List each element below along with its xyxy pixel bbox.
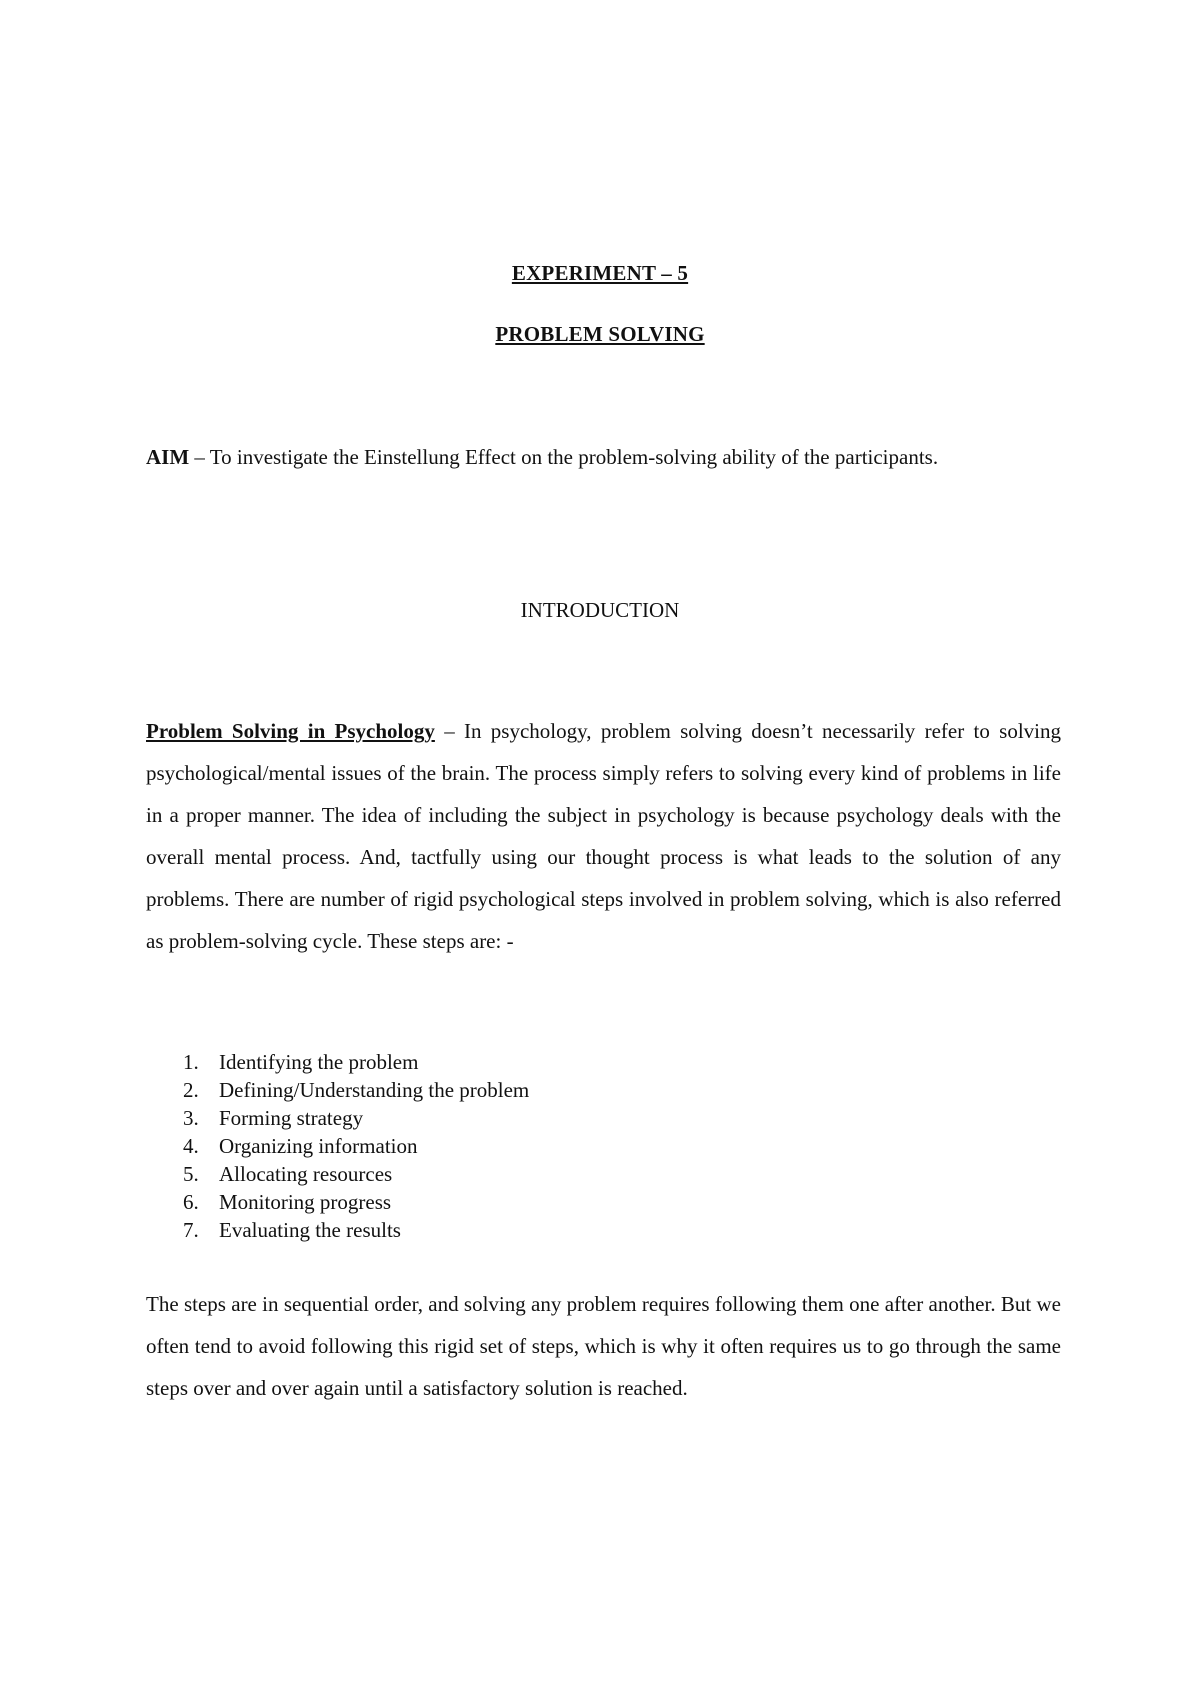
list-item-number: 7. — [183, 1218, 199, 1242]
list-item-text: Monitoring progress — [219, 1190, 392, 1214]
problem-solving-text: – In psychology, problem solving doesn’t necessarily refer to solving psychological/mental issues of the brain. The process simply refers to solving every kind of problems in life in a proper manner. The idea of including the subject in psychology is because psychology deals with the overall mental process. And, tactfully using our thought process is what leads to the solution of any problems. There are number of rigid psychological steps involved in problem solving, which is also referred as problem-solving cycle. These steps are: - — [146, 719, 1061, 953]
list-item-text: Evaluating the results — [219, 1218, 401, 1242]
problem-solving-paragraph — [146, 710, 1061, 962]
list-item — [146, 1076, 529, 1104]
list-item — [146, 1048, 529, 1076]
list-item-number: 4. — [183, 1134, 199, 1158]
sequential-steps-paragraph: The steps are in sequential order, and solving any problem requires following them one after another. But we often tend to avoid following this rigid set of steps, which is why it often requires us to go through the same steps over and over again until a satisfactory solution is reached. — [146, 1292, 1061, 1400]
list-item — [146, 1132, 529, 1160]
aim-text: – To investigate the Einstellung Effect on the problem-solving ability of the participants. — [189, 445, 939, 469]
list-item-number: 5. — [183, 1162, 199, 1186]
document-subtitle: PROBLEM SOLVING — [495, 322, 705, 346]
list-item-text: Organizing information — [219, 1134, 418, 1158]
list-item — [146, 1216, 529, 1244]
list-item-number: 2. — [183, 1078, 199, 1102]
problem-solving-label: Problem Solving in Psychology — [146, 719, 435, 743]
list-item-text: Allocating resources — [219, 1162, 393, 1186]
experiment-title: EXPERIMENT – 5 — [511, 261, 689, 285]
introduction-heading: INTRODUCTION — [520, 598, 680, 622]
list-item-number: 6. — [183, 1190, 199, 1214]
list-item — [146, 1104, 529, 1132]
list-item-text: Identifying the problem — [219, 1050, 419, 1074]
list-item-text: Forming strategy — [219, 1106, 364, 1130]
list-item-text: Defining/Understanding the problem — [219, 1078, 530, 1102]
aim-paragraph — [146, 436, 1061, 478]
aim-label: AIM — [146, 445, 190, 469]
list-item — [146, 1188, 529, 1216]
list-item-number: 1. — [183, 1050, 199, 1074]
list-item-number: 3. — [183, 1106, 199, 1130]
steps-list — [146, 1048, 529, 1244]
list-item — [146, 1160, 529, 1188]
